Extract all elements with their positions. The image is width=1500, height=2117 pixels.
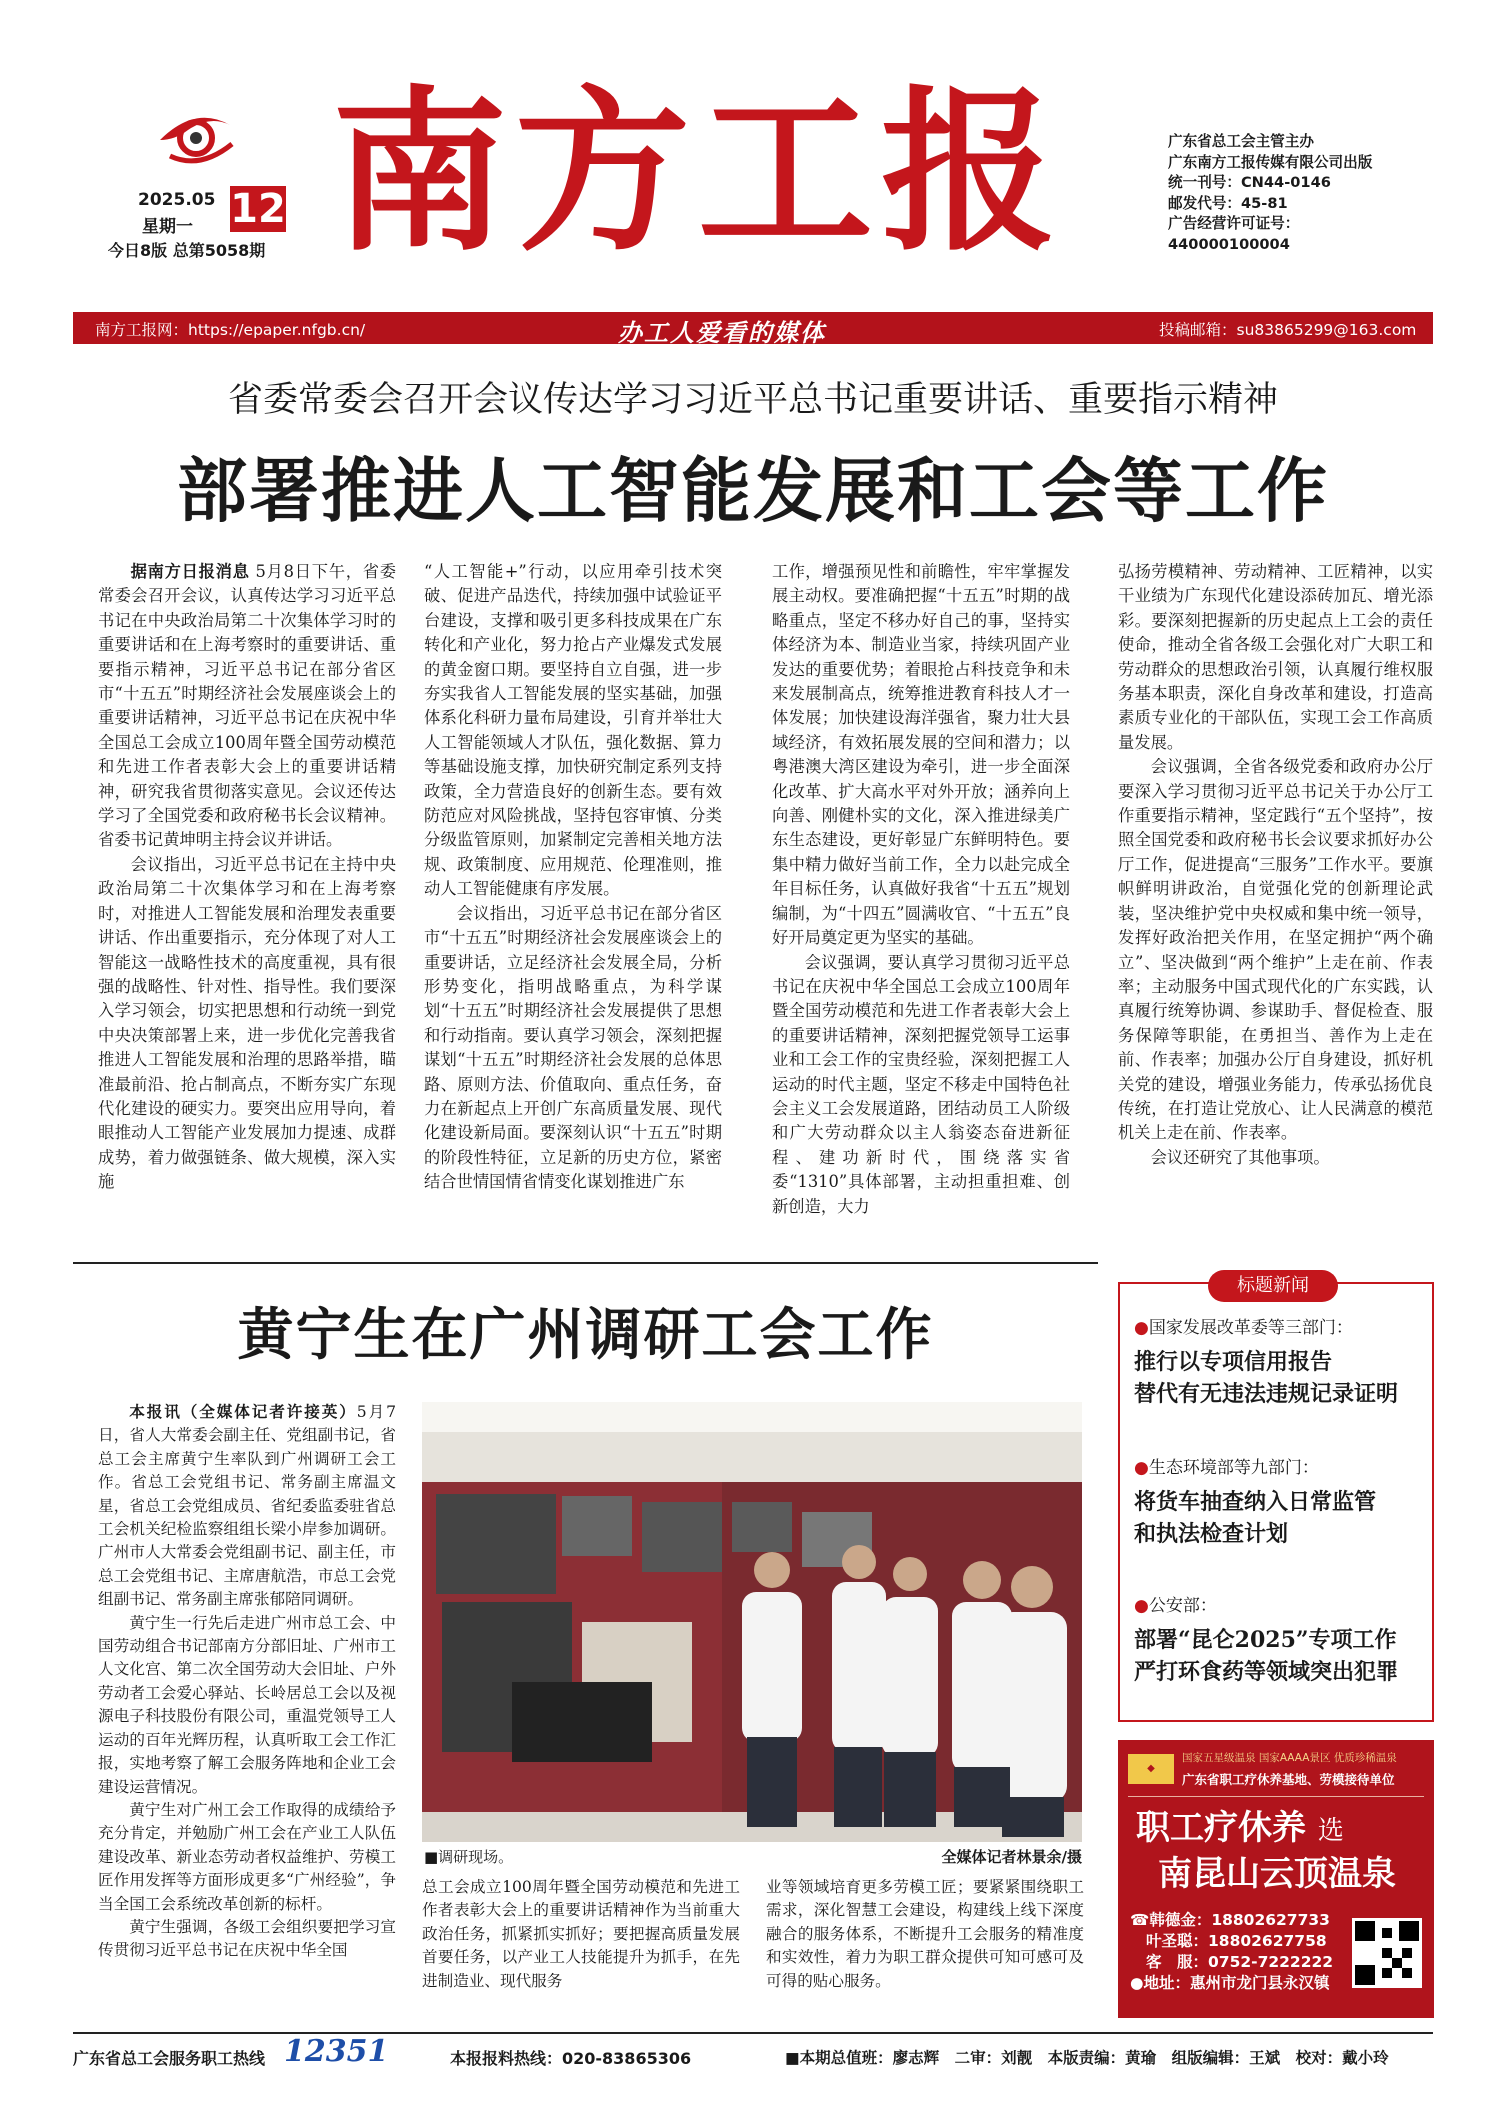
paragraph: 总工会成立100周年暨全国劳动模范和先进工作者表彰大会上的重要讲话精神作为当前重大政治任务，抓紧抓实抓好；要把握高质量发展首要任务，以产业工人技能提升为抓手，在先进制造业、现代服务	[422, 1878, 740, 1990]
qr-code-icon	[1352, 1918, 1422, 1988]
publisher-info	[1168, 132, 1372, 255]
headline-line: 推行以专项信用报告	[1134, 1349, 1333, 1375]
headline-source: 国家发展改革委等三部门：	[1148, 1318, 1353, 1338]
website-link[interactable]: 南方工报网：https://epaper.nfgb.cn/	[95, 321, 366, 339]
publisher-line: 统一刊号：CN44-0146	[1168, 174, 1331, 191]
ad-slogan1: 职工疗休养	[1136, 1808, 1306, 1848]
headline-item[interactable]	[1134, 1316, 1424, 1410]
headline-line: 替代有无违法违规记录证明	[1134, 1381, 1399, 1407]
footer-editors: ■本期总值班：廖志辉 二审：刘靓 本版责编：黄瑜 组版编辑：王斌 校对：戴小玲	[785, 2049, 1389, 2067]
paragraph: 黄宁生一行先后走进广州市总工会、中国劳动组合书记部南方分部旧址、广州市工人文化宫、第二次全国劳动大会旧址、户外劳动者工会爱心驿站、长岭居总工会以及视源电子科技股份有限公司，重温党领导工人运动的百年光辉历程，认真听取工会工作汇报，实地考察了解工会服务阵地和企业工会建设运营情况。	[98, 1613, 396, 1796]
paragraph: 5月8日下午，省委常委会召开会议，认真传达学习习近平总书记在中央政治局第二十次集体学习时的重要讲话和在上海考察时的重要讲话、重要指示精神，习近平总书记在部分省区市“十五五”时期经济社会发展座谈会上的重要讲话精神，习近平总书记在庆祝中华全国总工会成立100周年暨全国劳动模范和先进工作者表彰大会上的重要讲话精神，研究我省贯彻落实意见。会议还传达学习了全国党委和政府秘书长会议精神。省委书记黄坤明主持会议并讲话。	[98, 562, 396, 850]
footer-hotline-number: 12351	[284, 2034, 389, 2069]
bullet-icon: ●	[1134, 1318, 1149, 1338]
paragraph: 黄宁生对广州工会工作取得的成绩给予充分肯定，并勉励广州工会在产业工人队伍建设改革、新业态劳动者权益维护、劳模工匠作用发挥等方面形成更多“广州经验”，争当全国工会系统改革创新的标杆。	[98, 1800, 396, 1913]
ad-slogan-line1	[1136, 1806, 1344, 1853]
location-icon: ●	[1130, 1974, 1144, 1992]
paragraph: 工作，增强预见性和前瞻性，牢牢掌握发展主动权。要准确把握“十五五”时期的战略重点，坚定不移办好自己的事，坚持实体经济为本、制造业当家，持续巩固产业发达的重要优势；着眼抢占科技竞争和未来发展制高点，统筹推进教育科技人才一体发展；加快建设海洋强省，聚力壮大县域经济，有效拓展发展的空间和潜力；以粤港澳大湾区建设为牵引，进一步全面深化改革、扩大高水平对外开放；涵养向上向善、刚健朴实的文化，深入推进绿美广东生态建设，更好彰显广东鲜明特色。要集中精力做好当前工作，全力以赴完成全年目标任务，认真做好我省“十五五”规划编制，为“十四五”圆满收官、“十五五”良好开局奠定更为坚实的基础。	[772, 562, 1070, 948]
ad-contact: 韩德金：18802627733	[1149, 1911, 1330, 1929]
lead-column-4	[1118, 560, 1433, 1255]
story-photo	[422, 1402, 1082, 1842]
issue-date-ym: 2025.05	[138, 190, 216, 210]
paragraph: 会议还研究了其他事项。	[1150, 1147, 1330, 1167]
section-divider	[73, 1262, 1098, 1264]
bullet-icon: ●	[1134, 1458, 1149, 1478]
submission-email[interactable]: 投稿邮箱：su83865299@163.com	[1159, 321, 1417, 339]
footer-hotline-label: 广东省总工会服务职工热线	[73, 2049, 266, 2068]
lead-source: 据南方日报消息	[130, 562, 250, 581]
publisher-line: 广东省总工会主管主办	[1168, 133, 1314, 150]
headline-item[interactable]	[1134, 1594, 1424, 1688]
publisher-line: 440000100004	[1168, 235, 1290, 253]
ad-logo-icon: ◆	[1128, 1754, 1174, 1784]
second-mid-column	[422, 1876, 740, 2016]
masthead	[70, 70, 1430, 340]
issue-edition: 今日8版 总第5058期	[108, 241, 266, 260]
paragraph: 弘扬劳模精神、劳动精神、工匠精神，以实干业绩为广东现代化建设添砖加瓦、增光添彩。要深刻把握新的历史起点上工会的责任使命，推动全省各级工会强化对广大职工和劳动群众的思想政治引领，认真履行维权服务基本职责，深化自身改革和建设，打造高素质专业化的干部队伍，实现工会工作高质量发展。	[1118, 562, 1433, 752]
paragraph: 会议指出，习近平总书记在主持中央政治局第二十次集体学习和在上海考察时，对推进人工智能发展和治理发表重要讲话、作出重要指示，充分体现了对人工智能这一战略性技术的高度重视，具有很强的战略性、针对性、指导性。我们要深入学习领会，切实把思想和行动统一到党中央决策部署上来，进一步优化完善我省推进人工智能发展和治理的思路举措，瞄准最前沿、抢占制高点，不断夯实广东现代化建设的硬实力。要突出应用导向，着眼推动人工智能产业发展加力提速、成群成势，着力做强链条、做大规模，深入实施	[98, 854, 396, 1192]
publisher-line: 邮发代号：45-81	[1168, 194, 1288, 212]
second-left-column	[98, 1400, 396, 2010]
issue-day: 12	[230, 186, 286, 232]
paragraph: 业等领域培育更多劳模工匠；要紧紧围绕职工需求，深化智慧工会建设，构建线上线下深度融合的服务体系，不断提升工会服务的精准度和实效性，着力为职工群众提供可知可感可及可得的贴心服务。	[766, 1878, 1084, 1990]
newspaper-logo-icon	[150, 100, 240, 170]
headline-source: 生态环境部等九部门：	[1148, 1458, 1319, 1478]
ad-divider	[1128, 1796, 1424, 1797]
headlines-tab: 标题新闻	[1208, 1270, 1338, 1302]
second-right-column	[766, 1876, 1084, 2016]
paragraph: “人工智能+”行动，以应用牵引技术突破、促进产品迭代，持续加强中试验证平台建设，支撑和吸引更多科技成果在广东转化和产业化，努力抢占产业爆发式发展的黄金窗口期。要坚持自立自强，进一步夯实我省人工智能发展的坚实基础，加强体系化科研力量布局建设，引育并举壮大人工智能领域人才队伍，强化数据、算力等基础设施支撑，加快研究制定系列支持政策，全力营造良好的创新生态。要有效防范应对风险挑战，坚持包容审慎、分类分级监管原则，加紧制定完善相关地方法规、政策制度、应用规范、伦理准则，推动人工智能健康有序发展。	[424, 562, 722, 899]
paragraph: 会议指出，习近平总书记在部分省区市“十五五”时期经济社会发展座谈会上的重要讲话，立足经济社会发展全局，分析形势变化，指明战略重点，为科学谋划“十五五”时期经济社会发展提供了思想和行动指南。要认真学习领会，深刻把握谋划“十五五”时期经济社会发展的总体思路、原则方法、价值取向、重点任务，奋力在新起点上开创广东高质量发展、现代化建设新局面。要深刻认识“十五五”时期的阶段性特征，立足新的历史方位，紧密结合世情国情省情变化谋划推进广东	[424, 903, 722, 1192]
masthead-banner	[73, 312, 1433, 347]
lead-headline: 部署推进人工智能发展和工会等工作	[177, 449, 1329, 532]
headline-line: 部署“昆仑2025”专项工作	[1134, 1627, 1397, 1653]
issue-weekday: 星期一	[142, 217, 193, 237]
headline-line: 将货车抽查纳入日常监管	[1134, 1489, 1377, 1515]
ad-slogan-sel: 选	[1317, 1816, 1344, 1846]
bullet-icon: ●	[1134, 1596, 1149, 1616]
publisher-line: 广东南方工报传媒有限公司出版	[1168, 153, 1373, 171]
publisher-line: 广告经营许可证号：	[1168, 215, 1300, 232]
slogan: 办工人爱看的媒体	[618, 318, 826, 347]
second-headline: 黄宁生在广州调研工会工作	[237, 1302, 934, 1368]
paragraph: 会议强调，全省各级党委和政府办公厅要深入学习贯彻习近平总书记关于办公厅工作重要指示精神，坚定践行“五个坚持”，按照全国党委和政府秘书长会议要求抓好办公厅工作，促进提高“三服务”工作水平。要旗帜鲜明讲政治，自觉强化党的创新理论武装，坚决维护党中央权威和集中统一领导，发挥好政治把关作用，在坚定拥护“两个确立”、坚决做到“两个维护”上走在前、作表率；主动服务中国式现代化的广东实践，认真履行统筹协调、参谋助手、督促检查、服务保障等职能，在勇担当、善作为上走在前、作表率；加强办公厅自身建设，抓好机关党的建设，增强业务能力，传承弘扬优良传统，在打造让党放心、让人民满意的模范机关上走在前、作表率。	[1118, 757, 1433, 1143]
headlines-box	[1118, 1275, 1434, 1722]
ad-contacts	[1130, 1910, 1333, 1994]
paragraph: 5月7日，省人大常委会副主任、党组副书记，省总工会主席黄宁生率队到广州调研工会工作。省总工会党组书记、常务副主席温文星，省总工会党组成员、省纪委监委驻省总工会机关纪检监察组组长梁小岸参加调研。广州市人大常委会党组副书记、副主任，市总工会党组书记、主席唐航浩，市总工会党组副书记、常务副主席张郁陪同调研。	[98, 1403, 396, 1609]
lead-kicker: 省委常委会召开会议传达学习习近平总书记重要讲话、重要指示精神	[227, 380, 1278, 420]
paragraph: 黄宁生强调，各级工会组织要把学习宣传贯彻习近平总书记在庆祝中华全国	[98, 1917, 396, 1960]
ad-slogan2: 南昆山云顶温泉	[1158, 1854, 1396, 1894]
headline-line: 和执法检查计划	[1134, 1521, 1289, 1547]
ad-address: 地址：惠州市龙门县永汉镇	[1143, 1974, 1330, 1992]
second-source: 本报讯（全媒体记者许接英）	[129, 1402, 357, 1421]
headline-source: 公安部：	[1148, 1596, 1217, 1616]
headline-item[interactable]	[1134, 1456, 1424, 1550]
phone-icon: ☎	[1130, 1911, 1150, 1929]
newspaper-title: 南方工报	[332, 70, 1064, 275]
footer-rule	[73, 2032, 1433, 2034]
ad-contact: 客 服：0752-7222222	[1146, 1953, 1334, 1971]
photo-credit: 全媒体记者林景余/摄	[941, 1848, 1082, 1866]
lead-column-3	[772, 560, 1070, 1255]
photo-scene-icon	[422, 1402, 1082, 1842]
ad-top-line: 国家五星级温泉 国家AAAA景区 优质珍稀温泉	[1182, 1752, 1397, 1764]
advertisement[interactable]	[1118, 1740, 1434, 2018]
ad-unit: 广东省职工疗休养基地、劳模接待单位	[1182, 1772, 1395, 1787]
ad-contact: 叶圣聪：18802627758	[1146, 1932, 1327, 1950]
headline-line: 严打环食药等领域突出犯罪	[1134, 1659, 1399, 1685]
lead-column-1	[98, 560, 396, 1255]
photo-caption: ■调研现场。	[424, 1848, 514, 1866]
paragraph: 会议强调，要认真学习贯彻习近平总书记在庆祝中华全国总工会成立100周年暨全国劳动模范和先进工作者表彰大会上的重要讲话精神，深刻把握党领导工运事业和工会工作的宝贵经验，深刻把握工人运动的时代主题，坚定不移走中国特色社会主义工会发展道路，团结动员工人阶级和广大劳动群众以主人翁姿态奋进新征程、建功新时代，围绕落实省委“1310”具体部署，主动担重担难、创新创造，大力	[772, 952, 1070, 1216]
lead-column-2	[424, 560, 722, 1255]
footer-report-line: 本报报料热线：020-83865306	[450, 2049, 692, 2068]
